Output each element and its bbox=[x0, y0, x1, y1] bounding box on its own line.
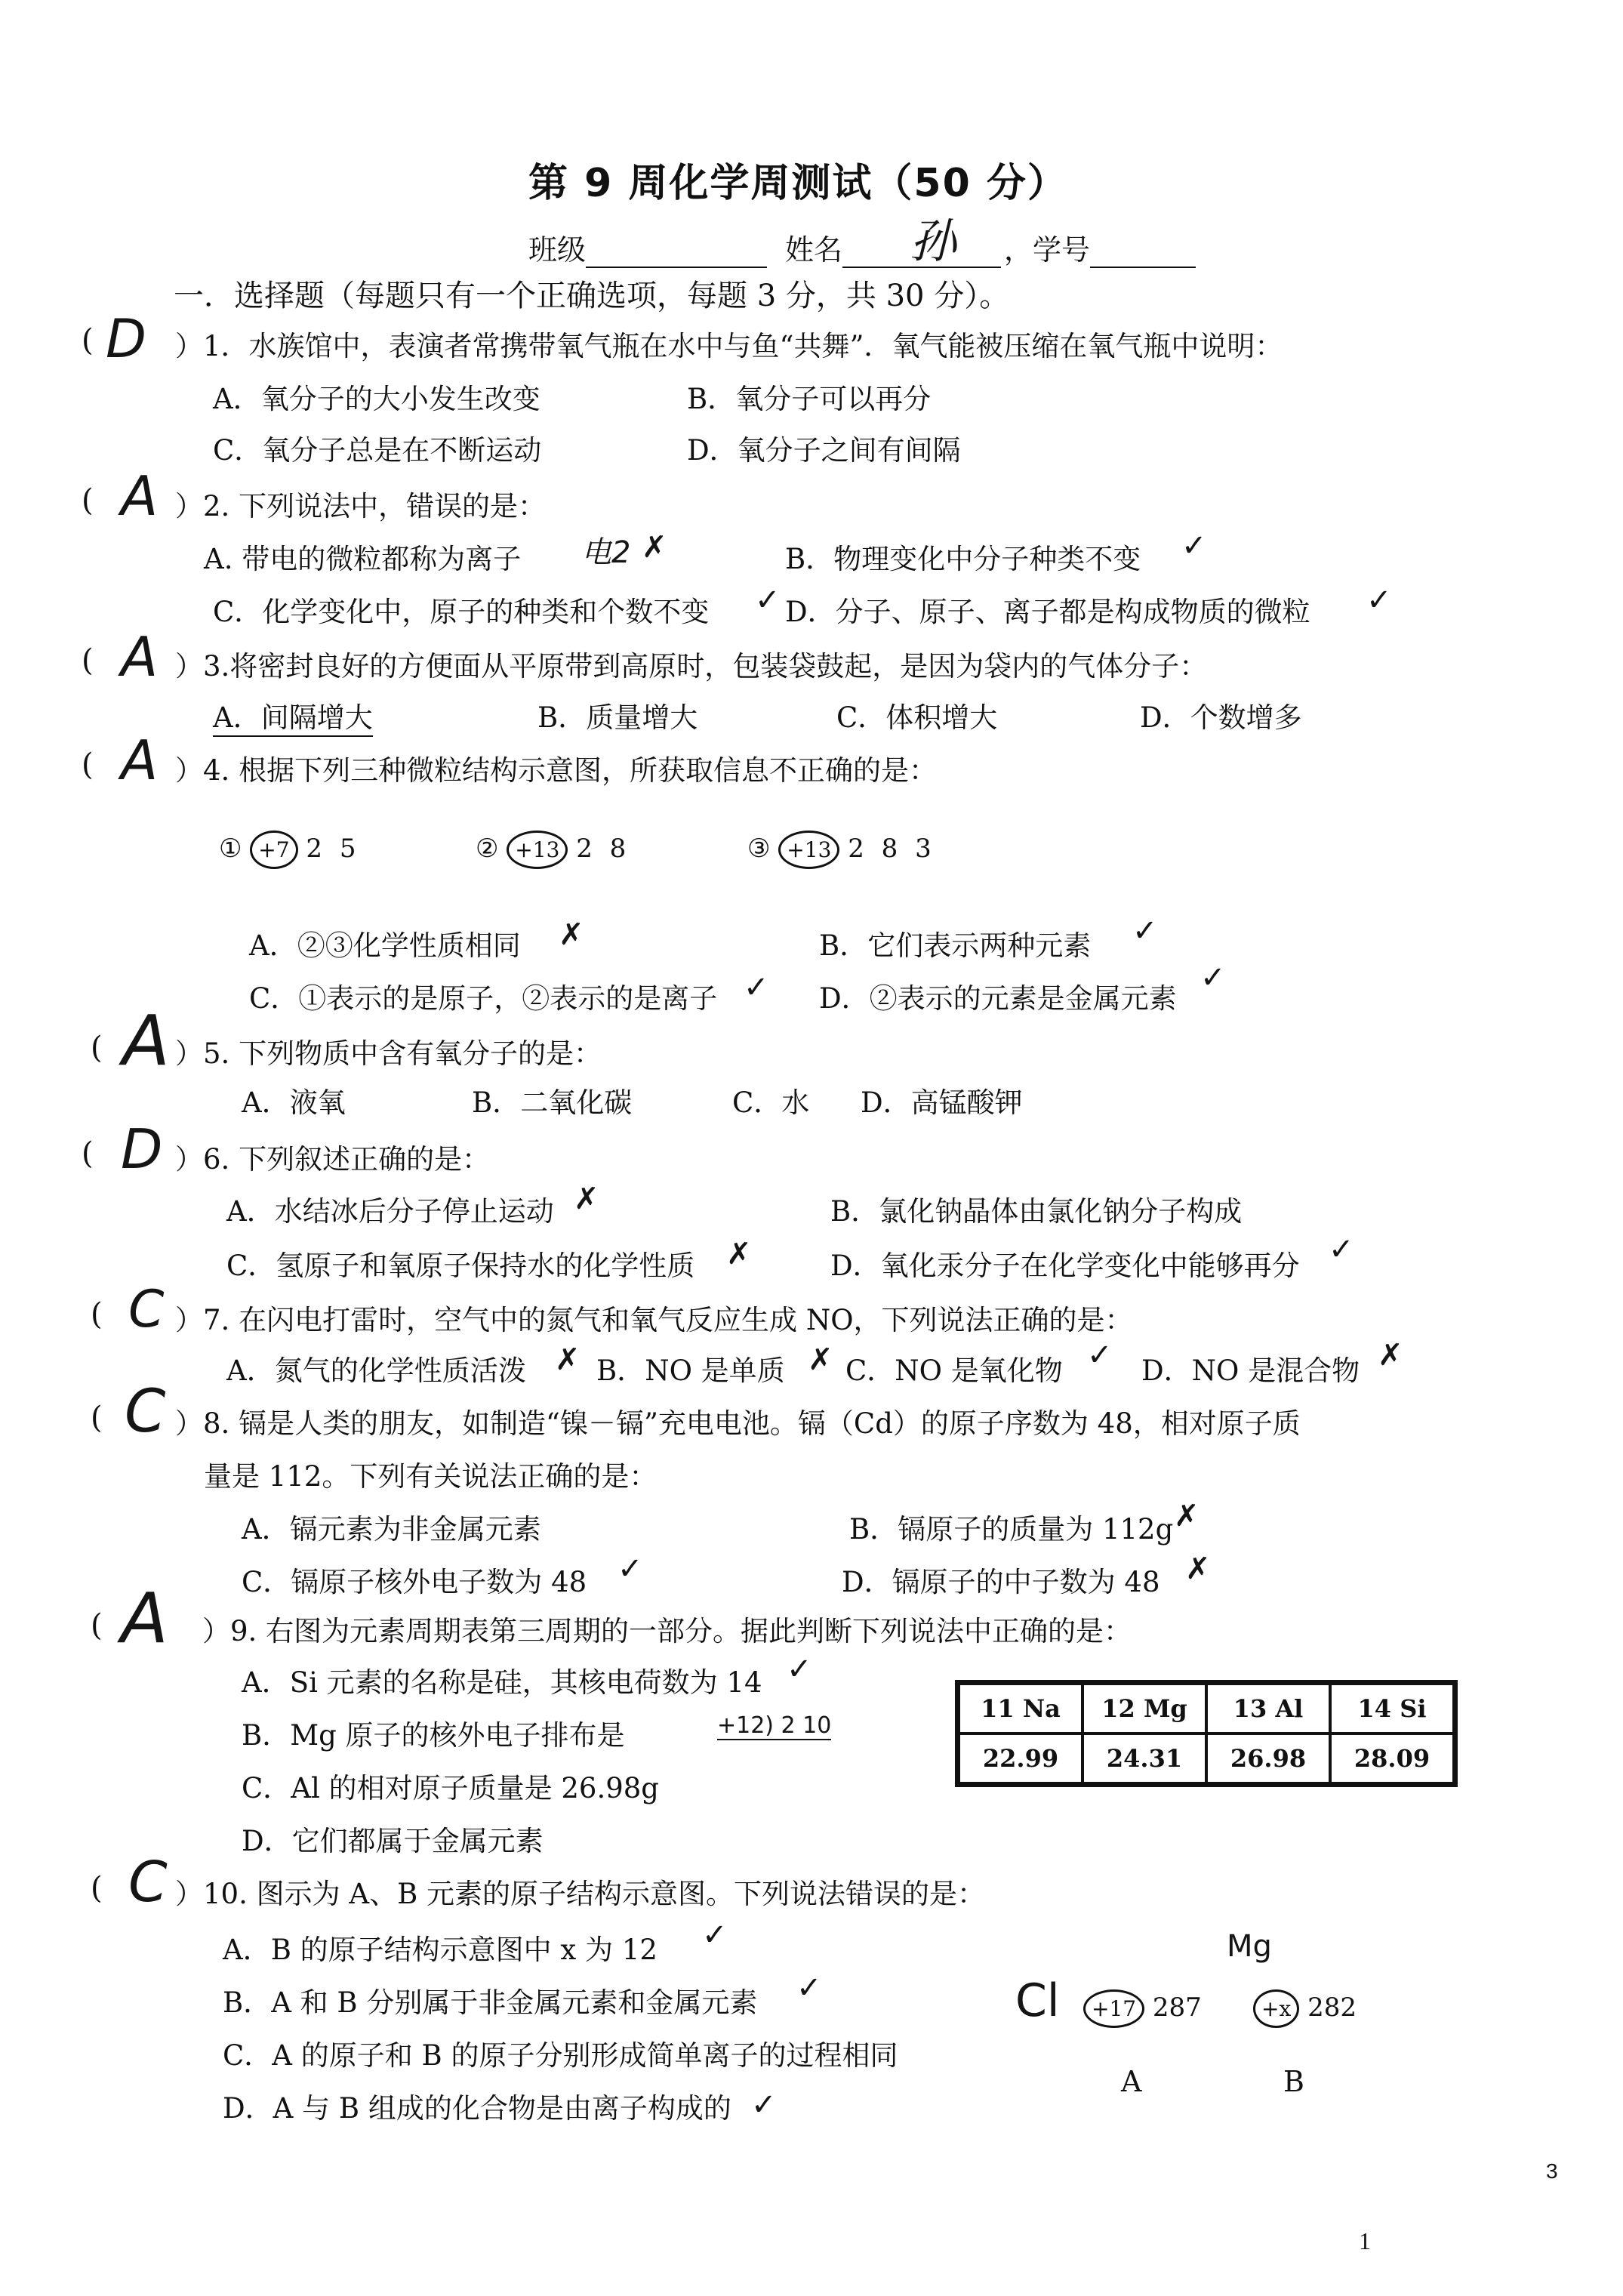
check-mark: ✓ bbox=[1329, 1232, 1354, 1267]
atom-label-a: A bbox=[1121, 2065, 1142, 2098]
question-text: ）1．水族馆中，表演者常携带氧气瓶在水中与鱼“共舞”．氧气能被压缩在氧气瓶中说明： bbox=[175, 330, 1283, 362]
option: B．它们表示两种元素 bbox=[819, 929, 1092, 962]
answer-paren: ( bbox=[82, 323, 94, 358]
element-symbol-cell: 12 Mg bbox=[1083, 1683, 1206, 1734]
question-text: ）4. 根据下列三种微粒结构示意图，所获取信息不正确的是： bbox=[175, 754, 938, 787]
option: D．A 与 B 组成的化合物是由离子构成的 bbox=[223, 2092, 731, 2125]
option: D．氧化汞分子在化学变化中能够再分 bbox=[830, 1250, 1300, 1282]
option: D．NO 是混合物 bbox=[1141, 1354, 1360, 1387]
option: A．间隔增大 bbox=[213, 695, 373, 737]
question-text: ）9. 右图为元素周期表第三周期的一部分。据此判断下列说法中正确的是： bbox=[202, 1615, 1132, 1647]
handwritten-answer: A bbox=[122, 1000, 170, 1081]
option: B．Mg 原子的核外电子排布是 bbox=[242, 1719, 625, 1752]
check-mark: ✓ bbox=[702, 1918, 728, 1952]
answer-paren: ( bbox=[91, 1871, 103, 1906]
option: B．物理变化中分子种类不变 bbox=[785, 543, 1141, 575]
option: C．Al 的相对原子质量是 26.98g bbox=[242, 1772, 659, 1804]
element-symbol-cell: 14 Si bbox=[1330, 1683, 1455, 1734]
handwritten-element-b: Mg bbox=[1227, 1929, 1272, 1964]
side-page-number: 3 bbox=[1546, 2159, 1558, 2183]
handwritten-answer: A bbox=[121, 625, 159, 689]
answer-paren: ( bbox=[91, 1031, 103, 1065]
option: C．氢原子和氧原子保持水的化学性质 bbox=[226, 1250, 695, 1282]
option: B．NO 是单质 bbox=[596, 1354, 785, 1387]
check-mark: ✓ bbox=[787, 1652, 812, 1687]
class-field: 班级 bbox=[528, 227, 767, 268]
handwritten-answer: D bbox=[121, 1117, 163, 1181]
option: C．体积增大 bbox=[836, 701, 998, 734]
handwritten-element-a: Cl bbox=[1015, 1974, 1060, 2027]
answer-paren: ( bbox=[91, 1401, 103, 1435]
page-title: 第 9 周化学周测试（50 分） bbox=[528, 161, 1068, 206]
periodic-table-excerpt bbox=[955, 1680, 1458, 1787]
cross-mark: ✗ bbox=[726, 1237, 752, 1271]
check-mark: ✓ bbox=[1200, 960, 1226, 995]
handwritten-note: 电2 bbox=[581, 535, 631, 570]
element-symbol-cell: 11 Na bbox=[958, 1683, 1083, 1734]
answer-paren: ( bbox=[91, 1608, 103, 1643]
option: B．质量增大 bbox=[537, 701, 698, 734]
cross-mark: ✗ bbox=[1174, 1499, 1200, 1533]
atom-diagram: ① +7 2 5 bbox=[219, 831, 360, 869]
question-text: ）5. 下列物质中含有氧分子的是： bbox=[175, 1037, 602, 1070]
option: A．液氧 bbox=[242, 1086, 346, 1119]
option: C．化学变化中，原子的种类和个数不变 bbox=[213, 596, 710, 628]
atom-diagram-b: +x 282 bbox=[1253, 1989, 1357, 2028]
option: A．B 的原子结构示意图中 x 为 12 bbox=[223, 1934, 658, 1966]
check-mark: ✓ bbox=[617, 1552, 643, 1586]
page-number: 1 bbox=[1359, 2227, 1371, 2254]
check-mark: ✓ bbox=[744, 970, 769, 1005]
handwritten-answer: C bbox=[128, 1280, 165, 1339]
option: C．①表示的是原子，②表示的是离子 bbox=[249, 982, 718, 1015]
option: C．镉原子核外电子数为 48 bbox=[242, 1566, 587, 1598]
handwritten-answer: C bbox=[125, 1378, 166, 1446]
option: A．②③化学性质相同 bbox=[249, 929, 521, 962]
handwritten-answer: C bbox=[128, 1850, 168, 1915]
option: C．水 bbox=[732, 1086, 810, 1119]
question-text: ）8. 镉是人类的朋友，如制造“镍－镉”充电电池。镉（Cd）的原子序数为 48，相对原子质 bbox=[175, 1407, 1301, 1440]
handwritten-answer: A bbox=[121, 729, 159, 792]
cross-mark: ✗ bbox=[559, 917, 584, 952]
question-text: ）2. 下列说法中，错误的是： bbox=[175, 490, 547, 522]
atom-diagram: ② +13 2 8 bbox=[476, 831, 630, 869]
option: A．氧分子的大小发生改变 bbox=[213, 383, 540, 415]
answer-paren: ( bbox=[82, 483, 94, 518]
answer-paren: ( bbox=[82, 643, 94, 678]
check-mark: ✓ bbox=[1132, 914, 1158, 948]
option: B．氯化钠晶体由氯化钠分子构成 bbox=[830, 1195, 1243, 1228]
handwritten-mg-diagram: +12) 2 10 bbox=[717, 1712, 832, 1739]
question-text: ）6. 下列叙述正确的是： bbox=[175, 1143, 491, 1176]
cross-mark: ✗ bbox=[642, 530, 667, 565]
check-mark: ✓ bbox=[751, 2088, 777, 2122]
handwritten-name: 孙 bbox=[910, 214, 957, 269]
option: C．氧分子总是在不断运动 bbox=[213, 434, 542, 467]
element-mass-cell: 22.99 bbox=[958, 1734, 1083, 1785]
option: D．它们都属于金属元素 bbox=[242, 1825, 544, 1857]
section-heading: 一．选择题（每题只有一个正确选项，每题 3 分，共 30 分）。 bbox=[174, 279, 1010, 313]
option: B．氧分子可以再分 bbox=[687, 383, 932, 415]
cross-mark: ✗ bbox=[555, 1342, 581, 1377]
handwritten-answer: A bbox=[121, 1578, 168, 1659]
option: B．二氧化碳 bbox=[472, 1086, 633, 1119]
option: A．水结冰后分子停止运动 bbox=[226, 1195, 554, 1228]
option: B．A 和 B 分别属于非金属元素和金属元素 bbox=[223, 1986, 758, 2019]
atom-diagram: ③ +13 2 8 3 bbox=[747, 831, 936, 869]
option: D．②表示的元素是金属元素 bbox=[819, 982, 1177, 1015]
option: B．镉原子的质量为 112g bbox=[849, 1513, 1174, 1546]
question-text-continued: 量是 112。下列有关说法正确的是： bbox=[204, 1460, 658, 1493]
answer-paren: ( bbox=[91, 1297, 103, 1332]
handwritten-answer: D bbox=[106, 308, 146, 370]
option: D．镉原子的中子数为 48 bbox=[842, 1566, 1160, 1598]
check-mark: ✓ bbox=[1366, 583, 1392, 618]
option: D．个数增多 bbox=[1140, 701, 1302, 734]
atom-label-b: B bbox=[1283, 2065, 1304, 2098]
check-mark: ✓ bbox=[755, 583, 781, 618]
name-field: 姓名 bbox=[785, 227, 1001, 268]
option: A．Si 元素的名称是硅，其核电荷数为 14 bbox=[242, 1666, 762, 1699]
option: A. 带电的微粒都称为离子 bbox=[204, 543, 522, 575]
question-text: ）7. 在闪电打雷时，空气中的氮气和氧气反应生成 NO，下列说法正确的是： bbox=[175, 1304, 1133, 1336]
option: C．A 的原子和 B 的原子分别形成简单离子的过程相同 bbox=[223, 2039, 898, 2072]
cross-mark: ✗ bbox=[1378, 1338, 1403, 1373]
cross-mark: ✗ bbox=[808, 1342, 833, 1377]
element-mass-cell: 26.98 bbox=[1206, 1734, 1330, 1785]
check-mark: ✓ bbox=[1181, 529, 1207, 563]
cross-mark: ✗ bbox=[1185, 1552, 1211, 1586]
check-mark: ✓ bbox=[1087, 1338, 1113, 1373]
question-text: ）3.将密封良好的方便面从平原带到高原时，包装袋鼓起，是因为袋内的气体分子： bbox=[175, 650, 1208, 683]
check-mark: ✓ bbox=[796, 1971, 822, 2005]
id-field: ，学号 bbox=[1004, 227, 1196, 268]
cross-mark: ✗ bbox=[574, 1182, 599, 1216]
question-text: ）10. 图示为 A、B 元素的原子结构示意图。下列说法错误的是： bbox=[175, 1878, 986, 1910]
option: D．氧分子之间有间隔 bbox=[687, 434, 961, 467]
element-mass-cell: 24.31 bbox=[1083, 1734, 1206, 1785]
option: A．氮气的化学性质活泼 bbox=[226, 1354, 526, 1387]
answer-paren: ( bbox=[82, 1136, 94, 1171]
option: D．高锰酸钾 bbox=[861, 1086, 1023, 1119]
option: C．NO 是氧化物 bbox=[845, 1354, 1063, 1387]
handwritten-answer: A bbox=[121, 464, 159, 528]
option: A．镉元素为非金属元素 bbox=[242, 1513, 541, 1546]
element-mass-cell: 28.09 bbox=[1330, 1734, 1455, 1785]
option: D．分子、原子、离子都是构成物质的微粒 bbox=[785, 596, 1310, 628]
element-symbol-cell: 13 Al bbox=[1206, 1683, 1330, 1734]
answer-paren: ( bbox=[82, 747, 94, 782]
atom-diagram-a: +17 287 bbox=[1083, 1989, 1202, 2028]
